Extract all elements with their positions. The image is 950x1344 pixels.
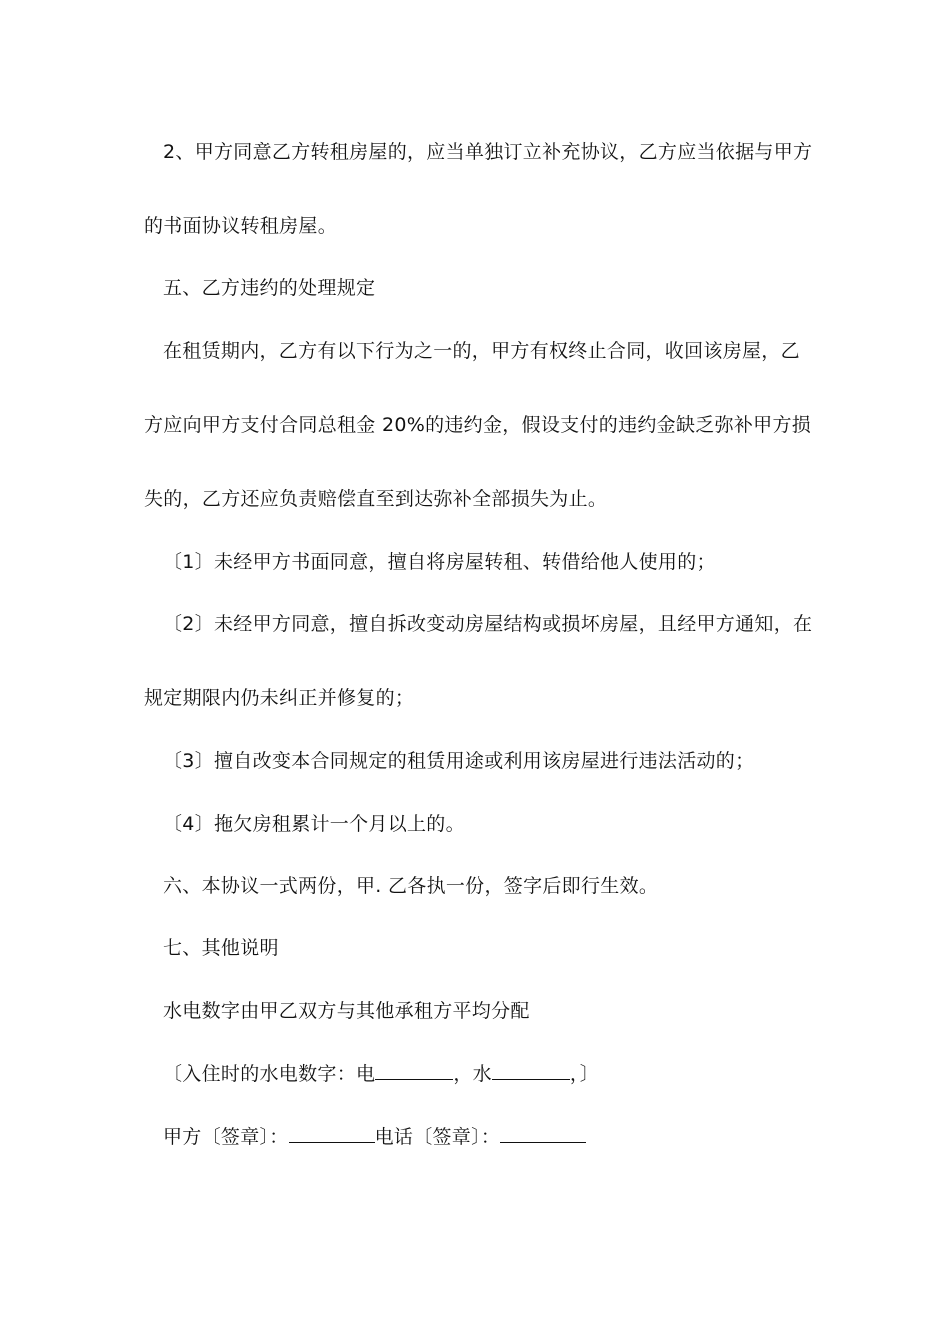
section-heading: 六、本协议一式两份，甲. 乙各执一份，签字后即行生效。: [163, 875, 659, 897]
phone-signature-label: 电话〔签章〕：: [374, 1126, 501, 1148]
list-item: 〔1〕未经甲方书面同意，擅自将房屋转租、转借给他人使用的；: [163, 551, 716, 573]
section-heading: 五、乙方违约的处理规定: [163, 277, 376, 299]
section-heading: 七、其他说明: [163, 937, 279, 959]
meter-separator: ，水: [453, 1063, 492, 1085]
meter-suffix: ，〕: [569, 1063, 600, 1085]
paragraph-line: 方应向甲方支付合同总租金 20%的违约金，假设支付的违约金缺乏弥补甲方损: [144, 414, 812, 436]
paragraph-line: 的书面协议转租房屋。: [144, 215, 338, 237]
paragraph-line: 水电数字由甲乙双方与其他承租方平均分配: [163, 1000, 530, 1022]
list-item: 〔3〕擅自改变本合同规定的租赁用途或利用该房屋进行违法活动的；: [163, 750, 755, 772]
paragraph-line: 失的，乙方还应负责赔偿直至到达弥补全部损失为止。: [144, 488, 608, 510]
meter-prefix: 〔入住时的水电数字：电: [163, 1063, 376, 1085]
phone-signature-blank: [500, 1124, 586, 1143]
meter-reading-line: [163, 1061, 599, 1086]
party-a-signature-blank: [289, 1124, 375, 1143]
paragraph-line: 在租赁期内，乙方有以下行为之一的，甲方有权终止合同，收回该房屋，乙: [163, 340, 800, 362]
water-blank: [492, 1061, 570, 1080]
paragraph-line: 规定期限内仍未纠正并修复的；: [144, 687, 415, 709]
list-item: 〔2〕未经甲方同意，擅自拆改变动房屋结构或损坏房屋，且经甲方通知，在: [163, 613, 813, 635]
electricity-blank: [375, 1061, 453, 1080]
list-item: 〔4〕拖欠房租累计一个月以上的。: [163, 813, 465, 835]
party-a-signature-label: 甲方〔签章〕：: [163, 1126, 289, 1148]
signature-line: [163, 1124, 586, 1149]
paragraph-line: 2、甲方同意乙方转租房屋的，应当单独订立补充协议，乙方应当依据与甲方: [163, 141, 813, 163]
